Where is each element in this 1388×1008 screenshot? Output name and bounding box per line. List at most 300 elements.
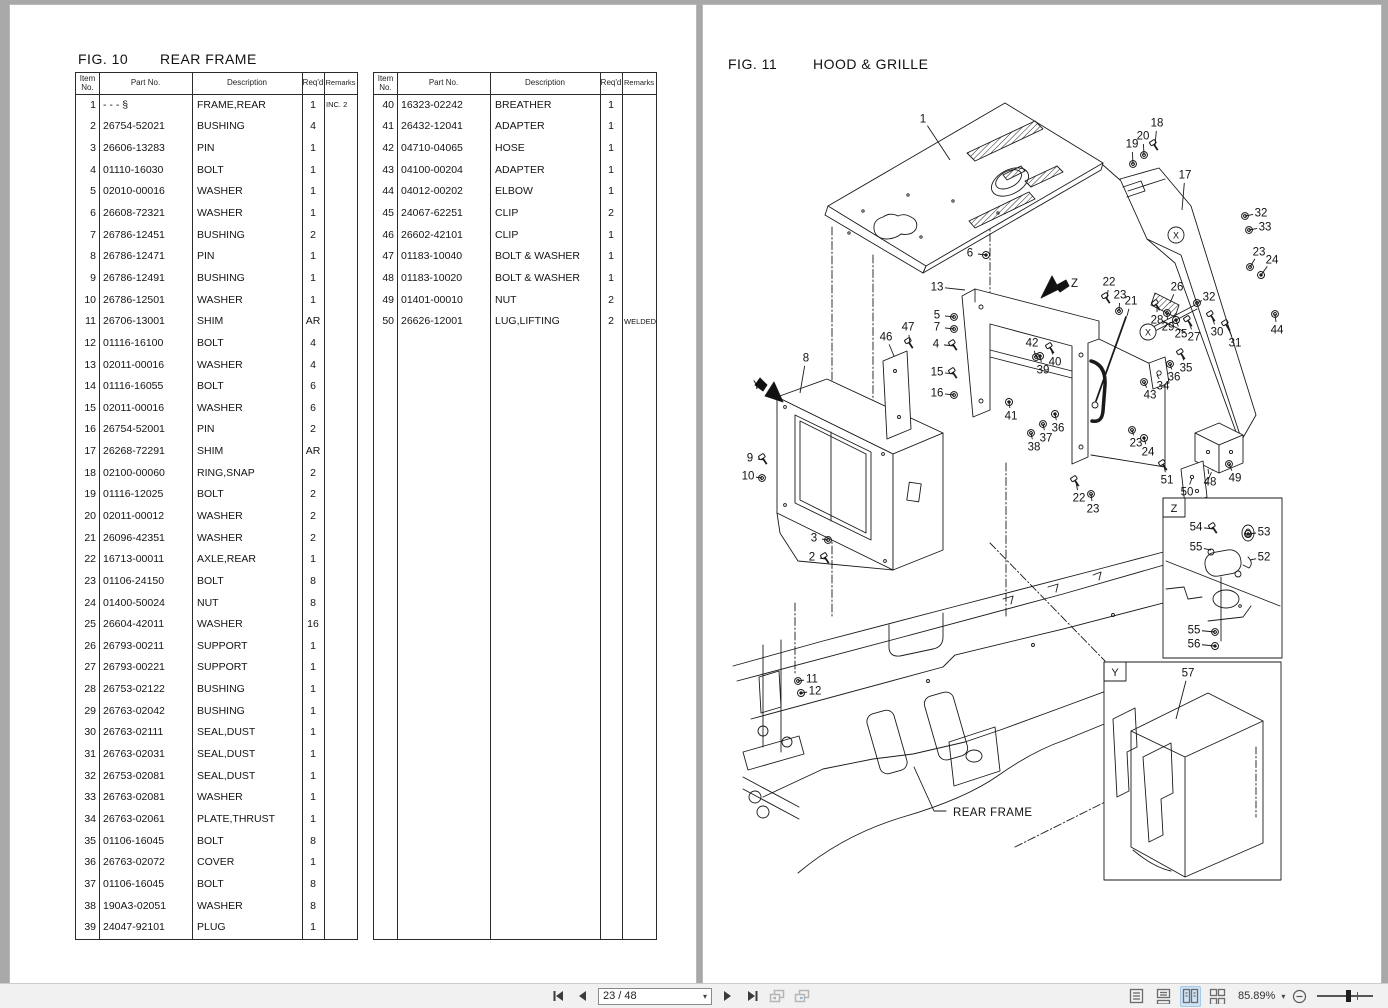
table-cell: BUSHING xyxy=(197,120,245,133)
table-cell: 4 xyxy=(90,163,96,176)
callout-16: 16 xyxy=(930,387,944,400)
table-row xyxy=(374,159,656,181)
x-mark-label: X xyxy=(1144,327,1152,338)
table-cell: LUG,LIFTING xyxy=(495,315,560,328)
two-page-view-icon xyxy=(1182,988,1199,1004)
table-cell: 48 xyxy=(382,271,394,284)
nut-glyph xyxy=(1256,270,1266,280)
zoom-out-icon xyxy=(1292,989,1307,1004)
table-row xyxy=(374,267,656,289)
table-cell: 01116-16055 xyxy=(103,380,164,393)
table-cell: WASHER xyxy=(197,185,243,198)
table-cell: 1 xyxy=(608,120,614,133)
callout-46: 46 xyxy=(879,331,893,344)
callout-49: 49 xyxy=(1228,472,1242,485)
table-cell: 01183-10020 xyxy=(401,271,463,284)
table-cell: 16 xyxy=(307,618,319,631)
callout-41: 41 xyxy=(1004,410,1018,423)
table-cell: 1 xyxy=(310,748,316,761)
table-cell: 8 xyxy=(310,596,316,609)
table-cell: 30 xyxy=(84,726,96,739)
table-cell: 31 xyxy=(84,748,96,761)
left-page xyxy=(10,5,696,984)
callout-12: 12 xyxy=(808,685,822,698)
table-cell: 47 xyxy=(382,250,394,263)
zoom-dropdown-caret-icon[interactable]: ▾ xyxy=(1281,991,1286,1001)
table-cell: SEAL,DUST xyxy=(197,748,256,761)
table-cell: 26602-42101 xyxy=(401,228,463,241)
table-cell: BOLT xyxy=(197,336,224,349)
table-row xyxy=(76,678,357,700)
table-cell: 26786-12471 xyxy=(103,250,165,263)
table-cell: PLUG xyxy=(197,921,226,934)
table-cell: 26 xyxy=(84,639,96,652)
table-cell: 6 xyxy=(310,380,316,393)
table-cell: 02011-00016 xyxy=(103,401,165,414)
table-cell: 4 xyxy=(310,336,316,349)
table-cell: 8 xyxy=(90,250,96,263)
table-cell: BOLT & WASHER xyxy=(495,250,580,263)
table-cell: 26786-12501 xyxy=(103,293,165,306)
page-number-input[interactable] xyxy=(598,988,712,1005)
column-header: Part No. xyxy=(428,79,459,88)
table-row xyxy=(76,657,357,679)
table-cell: 16323-02242 xyxy=(401,98,463,111)
fig11-title: HOOD & GRILLE xyxy=(813,56,929,72)
callout-30: 30 xyxy=(1210,326,1224,339)
callout-36: 36 xyxy=(1051,422,1065,435)
column-header: Remarks xyxy=(623,79,654,88)
callout-17: 17 xyxy=(1178,169,1192,182)
table-cell: 26096-42351 xyxy=(103,531,165,544)
two-page-continuous-view-button[interactable] xyxy=(1207,986,1228,1007)
table-cell: NUT xyxy=(197,596,219,609)
inset-z xyxy=(1163,498,1282,658)
callout-38: 38 xyxy=(1027,441,1041,454)
table-row xyxy=(76,202,357,224)
table-cell: 1 xyxy=(310,185,316,198)
table-row xyxy=(76,592,357,614)
rear-frame-label: REAR FRAME xyxy=(953,807,1033,819)
table-cell: 10 xyxy=(84,293,96,306)
callout-43: 43 xyxy=(1143,389,1157,402)
table-cell: WASHER xyxy=(197,531,243,544)
table-cell: 37 xyxy=(84,877,96,890)
callout-31: 31 xyxy=(1228,337,1242,350)
callout-leader xyxy=(945,288,965,290)
bolt-glyph xyxy=(1158,459,1169,471)
callout-7: 7 xyxy=(933,321,941,334)
column-header: Req'd xyxy=(302,79,324,88)
fig11-label: FIG. 11 xyxy=(728,56,778,72)
side-panel-drawing xyxy=(1120,168,1256,443)
table-cell: 26793-00221 xyxy=(103,661,165,674)
table-cell: ELBOW xyxy=(495,185,533,198)
column-header: Description xyxy=(226,79,267,88)
table-row xyxy=(76,743,357,765)
table-cell: 1 xyxy=(608,163,614,176)
table-row xyxy=(374,245,656,267)
table-row xyxy=(76,505,357,527)
table-cell: 26786-12451 xyxy=(103,228,165,241)
table-cell: PIN xyxy=(197,250,215,263)
callout-15: 15 xyxy=(930,366,944,379)
zoom-slider[interactable] xyxy=(1317,989,1373,1003)
table-cell: 1 xyxy=(310,553,316,566)
table-cell: 1 xyxy=(90,98,96,111)
callout-51: 51 xyxy=(1160,474,1174,487)
column-header: Req'd xyxy=(600,79,622,88)
table-row xyxy=(76,484,357,506)
table-cell: 35 xyxy=(84,834,96,847)
table-cell: 14 xyxy=(84,380,96,393)
table-row xyxy=(76,310,357,332)
table-cell: SEAL,DUST xyxy=(197,769,256,782)
bolt-glyph xyxy=(1045,342,1056,354)
callout-29: 29 xyxy=(1161,321,1175,334)
table-cell: SHIM xyxy=(197,315,224,328)
table-cell: 01106-16045 xyxy=(103,834,165,847)
table-cell: 26754-52001 xyxy=(103,423,165,436)
table-cell: 2 xyxy=(310,228,316,241)
table-cell: PIN xyxy=(197,142,215,155)
bolt-glyph xyxy=(948,339,959,351)
table-cell: 8 xyxy=(310,574,316,587)
callout-23: 23 xyxy=(1113,289,1127,302)
two-page-continuous-view-icon xyxy=(1209,988,1226,1004)
bolt-glyph xyxy=(1176,348,1187,360)
table-row xyxy=(76,462,357,484)
table-cell: 24067-62251 xyxy=(401,207,463,220)
table-cell: 27 xyxy=(84,661,96,674)
callout-57: 57 xyxy=(1181,667,1195,680)
table-cell: 40 xyxy=(382,98,394,111)
x-mark-label: X xyxy=(1172,230,1180,241)
table-row xyxy=(76,873,357,895)
column-header: Item No. xyxy=(377,74,394,92)
table-cell: 01106-16045 xyxy=(103,877,165,890)
table-cell: 26754-52021 xyxy=(103,120,165,133)
table-cell: SUPPORT xyxy=(197,661,248,674)
callout-27: 27 xyxy=(1187,331,1201,344)
table-cell: 26793-00211 xyxy=(103,639,165,652)
table-row xyxy=(76,895,357,917)
inset-y-label: Y xyxy=(1111,667,1119,679)
zoom-percent[interactable]: 85.89% xyxy=(1238,990,1276,1002)
table-cell: 01401-00010 xyxy=(401,293,463,306)
table-cell: 01116-16100 xyxy=(103,336,164,349)
table-cell: WASHER xyxy=(197,293,243,306)
callout-37: 37 xyxy=(1039,432,1053,445)
callout-42: 42 xyxy=(1025,337,1039,350)
two-page-view-button[interactable] xyxy=(1180,986,1201,1007)
clip-plate-drawing xyxy=(883,351,911,439)
next-page-icon xyxy=(721,990,733,1002)
next-view-button[interactable] xyxy=(792,987,812,1006)
table-grid-line xyxy=(302,73,303,939)
callout-23: 23 xyxy=(1252,246,1266,259)
table-cell: 26763-02111 xyxy=(103,726,164,739)
table-row xyxy=(374,289,656,311)
previous-view-icon xyxy=(769,989,785,1003)
table-cell: 2 xyxy=(310,466,316,479)
table-row xyxy=(76,722,357,744)
callout-55: 55 xyxy=(1187,624,1201,637)
nut-glyph xyxy=(1004,397,1014,407)
table-cell: 44 xyxy=(382,185,394,198)
table-cell: 43 xyxy=(382,163,394,176)
table-cell: WASHER xyxy=(197,618,243,631)
table-cell: PLATE,THRUST xyxy=(197,812,275,825)
continuous-view-button[interactable] xyxy=(1153,986,1174,1007)
callout-9: 9 xyxy=(746,452,754,465)
table-cell: 3 xyxy=(90,142,96,155)
table-cell: 1 xyxy=(310,207,316,220)
table-cell: COVER xyxy=(197,856,235,869)
callout-56: 56 xyxy=(1187,638,1201,651)
bolt-glyph xyxy=(1183,315,1194,327)
table-row xyxy=(76,224,357,246)
callout-21: 21 xyxy=(1124,295,1138,308)
table-grid-line xyxy=(99,73,100,939)
table-cell: 1 xyxy=(310,704,316,717)
bolt-glyph xyxy=(1149,139,1160,151)
table-cell: CLIP xyxy=(495,228,519,241)
table-row xyxy=(76,548,357,570)
table-row xyxy=(76,440,357,462)
last-page-icon xyxy=(746,990,758,1002)
single-page-view-button[interactable] xyxy=(1126,986,1147,1007)
table-cell: ADAPTER xyxy=(495,120,545,133)
table-row xyxy=(374,310,656,332)
callout-50: 50 xyxy=(1180,486,1194,499)
table-cell: 2 xyxy=(310,531,316,544)
column-header: Part No. xyxy=(130,79,161,88)
callout-13: 13 xyxy=(930,281,944,294)
callout-47: 47 xyxy=(901,321,915,334)
table-cell: 16713-00011 xyxy=(103,553,165,566)
table-row xyxy=(374,224,656,246)
callout-23: 23 xyxy=(1086,503,1100,516)
table-cell: 46 xyxy=(382,228,394,241)
table-cell: 5 xyxy=(90,185,96,198)
next-page-button[interactable] xyxy=(717,987,737,1006)
table-grid-line xyxy=(600,73,601,939)
table-row xyxy=(76,851,357,873)
callout-34: 34 xyxy=(1156,380,1170,393)
continuous-view-icon xyxy=(1156,988,1171,1004)
table-cell: BOLT xyxy=(197,574,224,587)
table-cell: 1 xyxy=(310,856,316,869)
first-page-icon xyxy=(552,990,564,1002)
last-page-button[interactable] xyxy=(742,987,762,1006)
table-cell: 6 xyxy=(90,207,96,220)
table-cell: AR xyxy=(305,315,321,328)
table-cell: 20 xyxy=(84,509,96,522)
table-row xyxy=(76,267,357,289)
table-row xyxy=(76,159,357,181)
table-cell: 1 xyxy=(310,271,316,284)
zoom-out-button[interactable] xyxy=(1289,987,1309,1006)
callout-52: 52 xyxy=(1257,551,1271,564)
nut-glyph xyxy=(1035,351,1045,361)
alignment-line xyxy=(1103,165,1120,180)
table-cell: 8 xyxy=(310,834,316,847)
table-row xyxy=(76,245,357,267)
table-cell: 1 xyxy=(310,293,316,306)
table-cell: 50 xyxy=(382,315,394,328)
callout-22: 22 xyxy=(1102,276,1116,289)
viewer-toolbar xyxy=(0,983,1388,1008)
callout-28: 28 xyxy=(1150,314,1164,327)
table-cell: 26763-02042 xyxy=(103,704,165,717)
table-cell: WASHER xyxy=(197,207,243,220)
table-cell: 8 xyxy=(310,899,316,912)
callout-4: 4 xyxy=(932,338,940,351)
table-cell: BOLT xyxy=(197,834,224,847)
table-cell: SEAL,DUST xyxy=(197,726,256,739)
table-cell: 34 xyxy=(84,812,96,825)
table-row xyxy=(76,419,357,441)
table-row xyxy=(76,527,357,549)
table-cell: BUSHING xyxy=(197,683,245,696)
table-cell: 29 xyxy=(84,704,96,717)
callout-18: 18 xyxy=(1150,117,1164,130)
table-cell: 26763-02081 xyxy=(103,791,165,804)
table-cell: 01110-16030 xyxy=(103,163,164,176)
table-cell: 49 xyxy=(382,293,394,306)
first-page-button[interactable] xyxy=(548,987,568,1006)
table-cell: ADAPTER xyxy=(495,163,545,176)
table-cell: 19 xyxy=(84,488,96,501)
callout-36: 36 xyxy=(1167,371,1181,384)
table-cell: 1 xyxy=(608,271,614,284)
table-cell: 26432-12041 xyxy=(401,120,463,133)
table-cell: 32 xyxy=(84,769,96,782)
table-cell: 17 xyxy=(84,445,96,458)
table-cell: 2 xyxy=(608,207,614,220)
table-cell: 1 xyxy=(310,639,316,652)
callout-11: 11 xyxy=(806,673,818,686)
callout-32: 32 xyxy=(1254,207,1268,220)
table-header-rule xyxy=(374,94,656,95)
table-cell: 1 xyxy=(310,98,316,111)
table-cell: 2 xyxy=(608,293,614,306)
table-cell: 26706-13001 xyxy=(103,315,165,328)
table-header-row xyxy=(76,73,357,94)
table-cell: WASHER xyxy=(197,791,243,804)
table-cell: 2 xyxy=(310,488,316,501)
table-cell: CLIP xyxy=(495,207,519,220)
table-cell: 23 xyxy=(84,574,96,587)
table-cell: 26786-12491 xyxy=(103,271,165,284)
prev-page-icon xyxy=(577,990,589,1002)
inset-y xyxy=(1104,662,1281,880)
table-cell: 16 xyxy=(84,423,96,436)
bolt-glyph xyxy=(1101,292,1112,304)
table-cell: 01400-50024 xyxy=(103,596,165,609)
view-y-label: Y xyxy=(753,380,761,392)
table-cell: 6 xyxy=(310,401,316,414)
table-row xyxy=(76,613,357,635)
table-cell: 11 xyxy=(85,315,96,328)
table-cell: BOLT xyxy=(197,488,224,501)
parts-table-2 xyxy=(373,72,657,940)
grille-box-drawing xyxy=(777,379,943,570)
table-header-rule xyxy=(76,94,357,95)
table-cell: 26753-02081 xyxy=(103,769,165,782)
table-cell: 36 xyxy=(84,856,96,869)
callout-33: 33 xyxy=(1258,221,1272,234)
callout-6: 6 xyxy=(966,247,974,260)
table-cell: AXLE,REAR xyxy=(197,553,256,566)
table-cell: 26763-02031 xyxy=(103,748,165,761)
table-cell: 22 xyxy=(84,553,96,566)
table-cell: NUT xyxy=(495,293,517,306)
table-cell: 1 xyxy=(310,791,316,804)
table-cell: WASHER xyxy=(197,358,243,371)
callout-54: 54 xyxy=(1189,521,1203,534)
table-cell: 26763-02061 xyxy=(103,812,165,825)
table-cell: 18 xyxy=(84,466,96,479)
callout-22: 22 xyxy=(1072,492,1086,505)
table-cell: 26606-13283 xyxy=(103,142,165,155)
right-page xyxy=(703,5,1381,984)
table-cell: 8 xyxy=(310,877,316,890)
table-row xyxy=(76,787,357,809)
table-cell: 1 xyxy=(310,250,316,263)
table-cell: 02011-00016 xyxy=(103,358,165,371)
prev-page-button[interactable] xyxy=(573,987,593,1006)
hood-drawing xyxy=(825,103,1103,273)
table-cell: 4 xyxy=(310,358,316,371)
callout-26: 26 xyxy=(1170,281,1184,294)
table-cell: BOLT & WASHER xyxy=(495,271,580,284)
table-row xyxy=(76,570,357,592)
table-cell: 25 xyxy=(84,618,96,631)
table-cell: 28 xyxy=(84,683,96,696)
table-cell: 26626-12001 xyxy=(401,315,463,328)
table-cell: 24 xyxy=(84,596,96,609)
table-row xyxy=(76,375,357,397)
table-cell: 7 xyxy=(90,228,96,241)
previous-view-button[interactable] xyxy=(767,987,787,1006)
table-cell: BOLT xyxy=(197,380,224,393)
table-cell: 21 xyxy=(84,531,96,544)
bolt-glyph xyxy=(1070,475,1081,487)
callout-3: 3 xyxy=(810,532,818,545)
zoom-slider-handle[interactable] xyxy=(1346,990,1351,1002)
table-cell: 26608-72321 xyxy=(103,207,165,220)
table-row xyxy=(76,116,357,138)
zoom-slider-track[interactable] xyxy=(1317,995,1373,997)
callout-8: 8 xyxy=(802,352,810,365)
column-header: Remarks xyxy=(325,79,356,88)
table-cell: 4 xyxy=(310,120,316,133)
table-cell: 33 xyxy=(84,791,96,804)
callout-23: 23 xyxy=(1129,437,1143,450)
table-cell: 1 xyxy=(608,250,614,263)
nut-glyph xyxy=(1050,409,1060,419)
table-row xyxy=(76,137,357,159)
table-cell: 1 xyxy=(608,142,614,155)
next-view-icon xyxy=(794,989,810,1003)
table-cell: 1 xyxy=(310,812,316,825)
table-cell: 1 xyxy=(310,142,316,155)
callout-48: 48 xyxy=(1203,476,1217,489)
callout-39: 39 xyxy=(1036,364,1050,377)
table-row xyxy=(76,808,357,830)
